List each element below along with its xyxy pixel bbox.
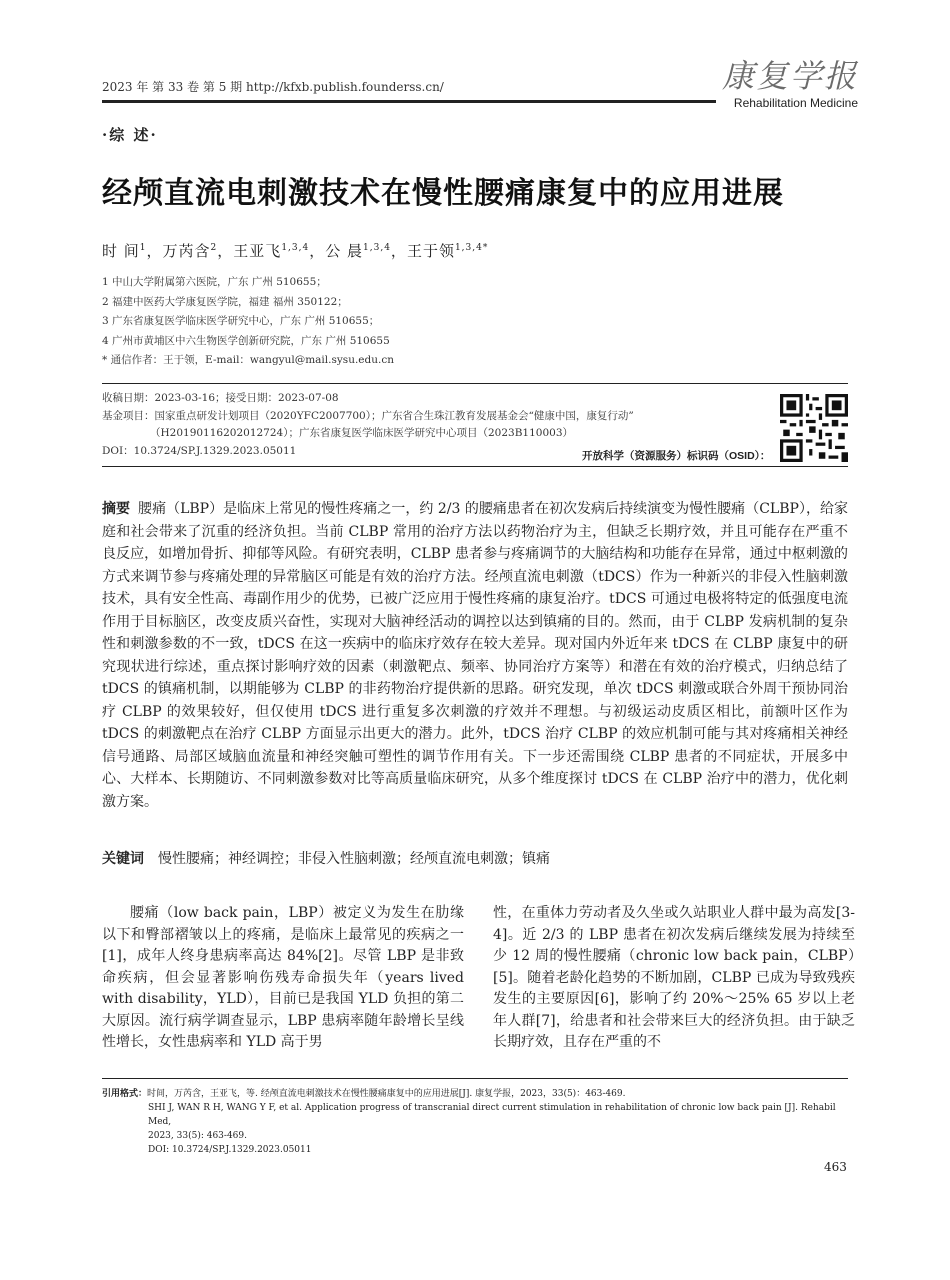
citation-cn: 时间，万芮含，王亚飞，等. 经颅直流电刺激技术在慢性腰痛康复中的应用进展[J]. 康复学报，2023，33(5)：463-469.: [147, 1089, 626, 1099]
article-title: 经颅直流电刺激技术在慢性腰痛康复中的应用进展: [102, 176, 784, 211]
author: 时 间: [102, 242, 140, 260]
column-tag: ·综 述·: [102, 126, 158, 144]
citation-label: 引用格式：: [102, 1088, 148, 1098]
body-paragraph: 腰痛（low back pain，LBP）被定义为发生在肋缘以下和臀部褶皱以上的疼痛，是临床上最常见的疾病之一[1]，成年人终身患病率高达 84%[2]。尽管 LBP 是非致命疾病，但会显著影响伤残寿命损失年（years lived with disability，YLD），目前已是我国 YLD 负担的第二大原因。流行病学调查显示，LBP 患病率随年龄增长呈线性增长，女性患病率和 YLD 高于男: [102, 905, 464, 1050]
footer-rule: [102, 1078, 848, 1079]
body-paragraph: 性，在重体力劳动者及久坐或久站职业人群中最为高发[3-4]。近 2/3 的 LBP 患者在初次发病后继续发展为持续至少 12 周的慢性腰痛（chronic low back pain，CLBP）[5]。随着老龄化趋势的不断加剧，CLBP 已成为导致残疾发生的主要原因[6]，影响了约 20%～25% 65 岁以上老年人群[7]，给患者和社会带来巨大的经济负担。由于缺乏长期疗效，且存在严重的不: [493, 905, 855, 1050]
affiliation: 4 广州市黄埔区中六生物医学创新研究院，广东 广州 510655: [102, 334, 390, 347]
body-column-right: [493, 903, 855, 1054]
fund-line: 基金项目：国家重点研发计划项目（2020YFC2007700）；广东省合生珠江教育发展基金会“健康中国，康复行动”: [102, 409, 634, 422]
abstract: [102, 497, 848, 813]
keywords-text: 慢性腰痛；神经调控；非侵入性脑刺激；经颅直流电刺激；镇痛: [158, 851, 550, 867]
journal-logo: [716, 58, 858, 110]
qr-code-icon[interactable]: [780, 394, 848, 462]
doi: DOI：10.3724/SP.J.1329.2023.05011: [102, 444, 297, 457]
abstract-label: 摘要: [102, 500, 131, 516]
keywords-label: 关键词: [102, 850, 144, 866]
page-number: 463: [824, 1160, 847, 1174]
citation-block: [102, 1086, 848, 1157]
citation-en: SHI J, WAN R H, WANG Y F, et al. Application progress of transcranial direct current stimulation in rehabilitation of chronic low back pain [J]. Rehabil Med,: [148, 1103, 836, 1127]
abstract-text: 腰痛（LBP）是临床上常见的慢性疼痛之一，约 2/3 的腰痛患者在初次发病后持续演变为慢性腰痛（CLBP），给家庭和社会带来了沉重的经济负担。当前 CLBP 常用的治疗方法以药物治疗为主，但缺乏长期疗效，并且可能存在严重不良反应，如增加骨折、抑郁等风险。有研究表明，CLBP 患者参与疼痛调节的大脑结构和功能存在异常，通过中枢刺激的方式来调节参与疼痛处理的异常脑区可能是有效的治疗方法。经颅直流电刺激（tDCS）作为一种新兴的非侵入性脑刺激技术，具有安全性高、毒副作用少的优势，已被广泛应用于慢性疼痛的康复治疗。tDCS 可通过电极将特定的低强度电流作用于目标脑区，改变皮质兴奋性，实现对大脑神经活动的调控以达到镇痛的目的。然而，由于 CLBP 发病机制的复杂性和刺激参数的不一致，tDCS 在这一疾病中的临床疗效存在较大差异。现对国内外近年来 tDCS 在 CLBP 康复中的研究现状进行综述，重点探讨影响疗效的因素（刺激靶点、频率、协同治疗方案等）和潜在有效的治疗模式，归纳总结了 tDCS 的镇痛机制，以期能够为 CLBP 的非药物治疗提供新的思路。研究发现，单次 tDCS 刺激或联合外周干预协同治疗 CLBP 的效果较好，但仅使用 tDCS 进行重复多次刺激的疗效并不理想。与初级运动皮质区相比，前额叶区作为 tDCS 的刺激靶点在治疗 CLBP 方面显示出更大的潜力。此外，tDCS 治疗 CLBP 的效应机制可能与其对疼痛相关神经信号通路、局部区域脑血流量和神经突触可塑性的调节作用有关。下一步还需围绕 CLBP 患者的不同症状，开展多中心、大样本、长期随访、不同刺激参数对比等高质量临床研究，从多个维度探讨 tDCS 在 CLBP 治疗中的潜力，优化刺激方案。: [102, 501, 849, 810]
author: 王于领: [406, 242, 455, 260]
affiliation: 1 中山大学附属第六医院，广东 广州 510655；: [102, 276, 327, 288]
affiliation: 2 福建中医药大学康复医学院，福建 福州 350122；: [102, 295, 348, 308]
citation-en-cont: 2023, 33(5): 463-469.: [148, 1131, 247, 1141]
author: 万芮含: [162, 242, 211, 260]
meta-rule-top: [102, 383, 848, 384]
author-list: 时 间$^1$，万芮含$^2$，王亚飞$^{1,3,4}$，公 晨$^{1,3,4}$，王于领$^{1,3,4*}$: [102, 242, 489, 260]
body-column-left: [102, 903, 464, 1054]
affiliations: [102, 273, 394, 371]
fund-line-cont: （H20190116202012724）；广东省康复医学临床医学研究中心项目（2023B110003）: [150, 427, 573, 439]
corresponding-author: * 通信作者：王于领，E-mail：wangyul@mail.sysu.edu.cn: [102, 354, 394, 366]
issue-header: 2023 年 第 33 卷 第 5 期 http://kfxb.publish.founderss.cn/: [102, 80, 444, 94]
oid-label: 开放科学（资源服务）标识码（OSID）：: [582, 450, 771, 462]
affiliation: 3 广东省康复医学临床医学研究中心，广东 广州 510655；: [102, 315, 380, 327]
journal-name-en: Rehabilitation Medicine: [733, 96, 858, 110]
keywords: [102, 848, 848, 868]
author: 王亚飞: [233, 242, 282, 260]
journal-name-cn: 康复学报: [721, 57, 858, 95]
article-meta: [102, 390, 634, 460]
header-rule: [102, 100, 716, 103]
received-dates: 收稿日期：2023-03-16；接受日期：2023-07-08: [102, 392, 339, 404]
author: 公 晨: [325, 242, 364, 260]
citation-doi: DOI: 10.3724/SP.J.1329.2023.05011: [148, 1145, 312, 1155]
meta-rule-bottom: [102, 466, 848, 467]
